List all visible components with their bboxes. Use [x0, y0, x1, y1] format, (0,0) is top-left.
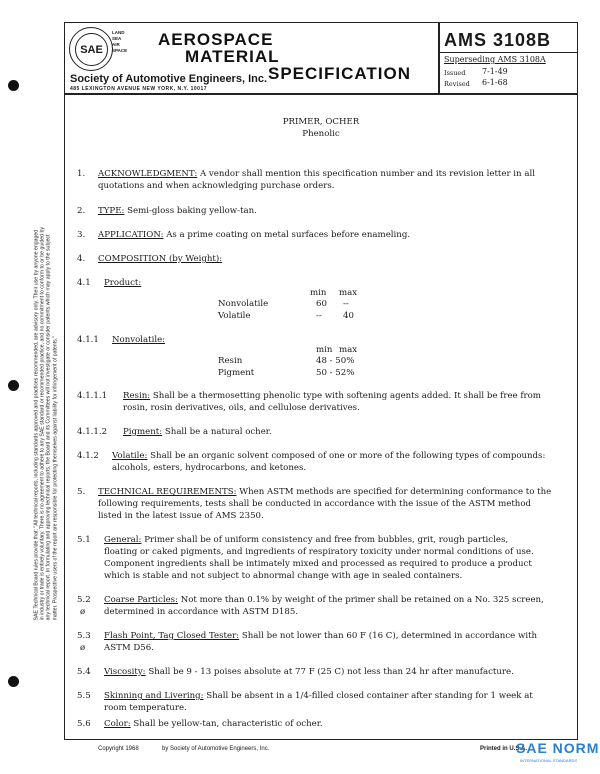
section-4-1-1-2-heading: Pigment:	[123, 427, 163, 437]
section-1-text-2: quotations and when acknowledging purchase orders.	[98, 181, 335, 191]
section-4-1-1-number: 4.1.1	[77, 335, 99, 345]
title-specification: SPECIFICATION	[268, 64, 412, 83]
section-5-2-change-mark: ø	[80, 607, 86, 617]
issued-date: 7-1-49	[482, 67, 508, 76]
section-5-2	[104, 594, 568, 606]
table-4-1-1-row-2-label: Pigment	[218, 368, 255, 378]
section-4-heading: COMPOSITION (by Weight):	[98, 254, 223, 264]
table-4-1-1-col-min: min	[316, 345, 333, 355]
section-4-number: 4.	[77, 254, 86, 264]
issued-label: Issued	[444, 69, 466, 77]
punch-hole-middle	[8, 380, 19, 391]
section-2	[98, 205, 257, 217]
section-4-1-1-2-text: Shall be a natural ocher.	[164, 427, 272, 437]
section-5-heading: TECHNICAL REQUIREMENTS:	[98, 487, 237, 497]
sae-disclaimer-sidebar	[34, 200, 59, 620]
section-5-1-text-1: Primer shall be of uniform consistency and free from bubbles, grit, rough particles,	[144, 535, 509, 545]
table-4-1-1-row-1-value: 48 - 50%	[316, 356, 355, 366]
section-4-1-heading: Product:	[104, 278, 142, 288]
section-4-1-1-1-heading: Resin:	[123, 391, 151, 401]
section-3	[98, 229, 410, 241]
table-4-1-col-min: min	[310, 288, 327, 298]
logo-side-air: AIR	[112, 42, 120, 47]
section-3-heading: APPLICATION:	[98, 230, 164, 240]
spec-number: AMS 3108B	[444, 30, 552, 50]
section-5-1-heading: General:	[104, 535, 142, 545]
section-4-1-2-text-2: alcohols, esters, hydrocarbons, and ketones.	[112, 463, 307, 473]
section-5-1-number: 5.1	[77, 535, 91, 545]
footer-copyright: Copyright 1968	[98, 746, 139, 752]
table-4-1-row-2-label: Volatile	[218, 311, 251, 321]
section-2-heading: TYPE:	[98, 206, 125, 216]
society-name: Society of Automotive Engineers, Inc.	[70, 73, 268, 85]
section-5-2-text-1: Not more than 0.1% by weight of the primer shall be retained on a No. 325 screen,	[180, 595, 544, 605]
header-divider-horizontal	[64, 93, 578, 95]
doc-title: PRIMER, OCHER	[282, 117, 360, 127]
section-5-3-change-mark: ø	[80, 643, 86, 653]
footer-printed: Printed in U.S.A.	[480, 746, 528, 752]
section-4-1-1-1-text-2: rosin, rosin derivatives, oils, and cellulose derivatives.	[123, 403, 360, 413]
section-5-2-number: 5.2	[77, 595, 91, 605]
table-4-1-row-1-label: Nonvolatile	[218, 299, 269, 309]
table-4-1-row-1-min: 60	[316, 299, 327, 309]
section-5-5	[104, 690, 568, 702]
title-material: MATERIAL	[185, 47, 280, 66]
section-5-3-number: 5.3	[77, 631, 91, 641]
section-5-4-heading: Viscosity:	[104, 667, 146, 677]
header-divider-vertical	[438, 22, 440, 94]
section-5-5-text-2: room temperature.	[104, 703, 187, 713]
punch-hole-bottom	[8, 676, 19, 687]
table-4-1-1-col-max: max	[339, 345, 358, 355]
table-4-1-1-row-2-value: 50 - 52%	[316, 368, 355, 378]
section-5-1	[104, 534, 568, 546]
society-address: 485 LEXINGTON AVENUE NEW YORK, N.Y. 10017	[70, 86, 208, 92]
section-5-text-3: listed in the latest issue of AMS 2350.	[98, 511, 264, 521]
section-5-6-text: Shall be yellow-tan, characteristic of ocher.	[133, 719, 323, 729]
disclaimer-line-1: SAE Technical Board rules provide that: "All technical reports, including standards approved and practices recommended, are advisory only. Their use by anyone engaged	[33, 229, 40, 621]
section-5-1-text-4: which is stable and not subject to abnormal change with age in sealed containers.	[104, 571, 463, 581]
section-5-3-text-2: ASTM D56.	[104, 643, 154, 653]
section-5-5-text-1: Shall be absent in a 1/4-filled closed container after standing for 1 week at	[206, 691, 533, 701]
section-5-3	[104, 630, 568, 642]
logo-side-land: LAND	[112, 30, 125, 35]
section-4-1-number: 4.1	[77, 278, 91, 288]
logo-side-space: SPACE	[112, 48, 128, 53]
section-1-heading: ACKNOWLEDGMENT:	[98, 169, 198, 179]
table-4-1-row-2-min: --	[316, 311, 322, 321]
watermark-subtitle: INTERNATIONAL STANDARDS	[520, 758, 578, 763]
section-3-text: As a prime coating on metal surfaces before enameling.	[166, 230, 411, 240]
section-5-5-number: 5.5	[77, 691, 91, 701]
section-4-1-1-heading: Nonvolatile:	[112, 335, 166, 345]
title-aerospace: AEROSPACE	[158, 30, 274, 49]
section-4-1-1-1-number: 4.1.1.1	[77, 391, 108, 401]
logo-side-text	[112, 30, 127, 54]
section-5-6-heading: Color:	[104, 719, 131, 729]
section-5-number: 5.	[77, 487, 86, 497]
section-4-1-1-2	[123, 426, 272, 438]
disclaimer-line-2: in industry or trade is entirely voluntary. There is no agreement to adhere to any SAE standard or recommended practice, and no commitment to conform to or be guided by	[39, 227, 46, 621]
section-5-text-1: When ASTM methods are specified for determining conformance to the	[239, 487, 552, 497]
section-5-6	[104, 718, 323, 730]
revised-date: 6-1-68	[482, 78, 508, 87]
section-3-number: 3.	[77, 230, 86, 240]
section-4-1-2-number: 4.1.2	[77, 451, 99, 461]
punch-hole-top	[8, 80, 19, 91]
section-5-1-text-2: floating or caked pigments, and ingredients of respiratory toxicity under normal conditions of use.	[104, 547, 534, 557]
section-4-1-1-2-number: 4.1.1.2	[77, 427, 108, 437]
section-1	[98, 168, 563, 180]
section-5-2-heading: Coarse Particles:	[104, 595, 178, 605]
table-4-1-row-1-max: --	[343, 299, 349, 309]
section-4-1-2-heading: Volatile:	[112, 451, 148, 461]
section-5	[98, 486, 568, 498]
section-5-6-number: 5.6	[77, 719, 91, 729]
table-4-1-col-max: max	[339, 288, 358, 298]
section-5-4-number: 5.4	[77, 667, 91, 677]
sae-logo-mark: SAE	[75, 33, 108, 66]
section-4-1-1-1-text-1: Shall be a thermosetting phenolic type with softening agents added. It shall be free from	[152, 391, 541, 401]
disclaimer-line-4: matter. Prospective users of the report are responsible for protecting themselves against liability for infringement of patents."	[52, 335, 59, 621]
section-4-1-2-text-1: Shall be an organic solvent composed of one or more of the following types of compounds:	[150, 451, 546, 461]
section-5-5-heading: Skinning and Livering:	[104, 691, 204, 701]
watermark-sae-norm: SAE NORM	[516, 740, 600, 756]
table-4-1-1-row-1-label: Resin	[218, 356, 243, 366]
section-1-text-1: A vendor shall mention this specification number and its revision letter in all	[199, 169, 535, 179]
section-4-1-1-1	[123, 390, 568, 402]
superseding-note: Superseding AMS 3108A	[444, 55, 546, 64]
section-5-1-text-3: Component ingredients shall be intimately mixed and processed as required to produce a product	[104, 559, 532, 569]
disclaimer-line-3: any technical report. In formulating and approving technical reports, the Board and its Committees will not investigate or consider patents which may apply to the subject	[46, 234, 52, 621]
section-1-number: 1.	[77, 169, 86, 179]
section-5-3-text-1: Shall be not lower than 60 F (16 C), determined in accordance with	[241, 631, 538, 641]
footer-copyright-by: by Society of Automotive Engineers, Inc.	[162, 746, 270, 752]
section-5-text-2: following requirements, tests shall be conducted in accordance with the issue of the ASTM method	[98, 499, 532, 509]
section-4-1-2	[112, 450, 568, 462]
section-2-number: 2.	[77, 206, 86, 216]
revised-label: Revised	[444, 80, 470, 88]
doc-subtitle: Phenolic	[302, 129, 340, 139]
section-5-3-heading: Flash Point, Tag Closed Tester:	[104, 631, 240, 641]
section-5-4-text: Shall be 9 - 13 poises absolute at 77 F (25 C) not less than 24 hr after manufacture.	[148, 667, 514, 677]
section-5-2-text-2: determined in accordance with ASTM D185.	[104, 607, 299, 617]
sae-logo	[69, 27, 113, 71]
spec-number-rule	[438, 52, 578, 53]
section-2-text: Semi-gloss baking yellow-tan.	[127, 206, 257, 216]
logo-side-sea: SEA	[112, 36, 122, 41]
section-5-4	[104, 666, 568, 678]
table-4-1-row-2-max: 40	[343, 311, 354, 321]
